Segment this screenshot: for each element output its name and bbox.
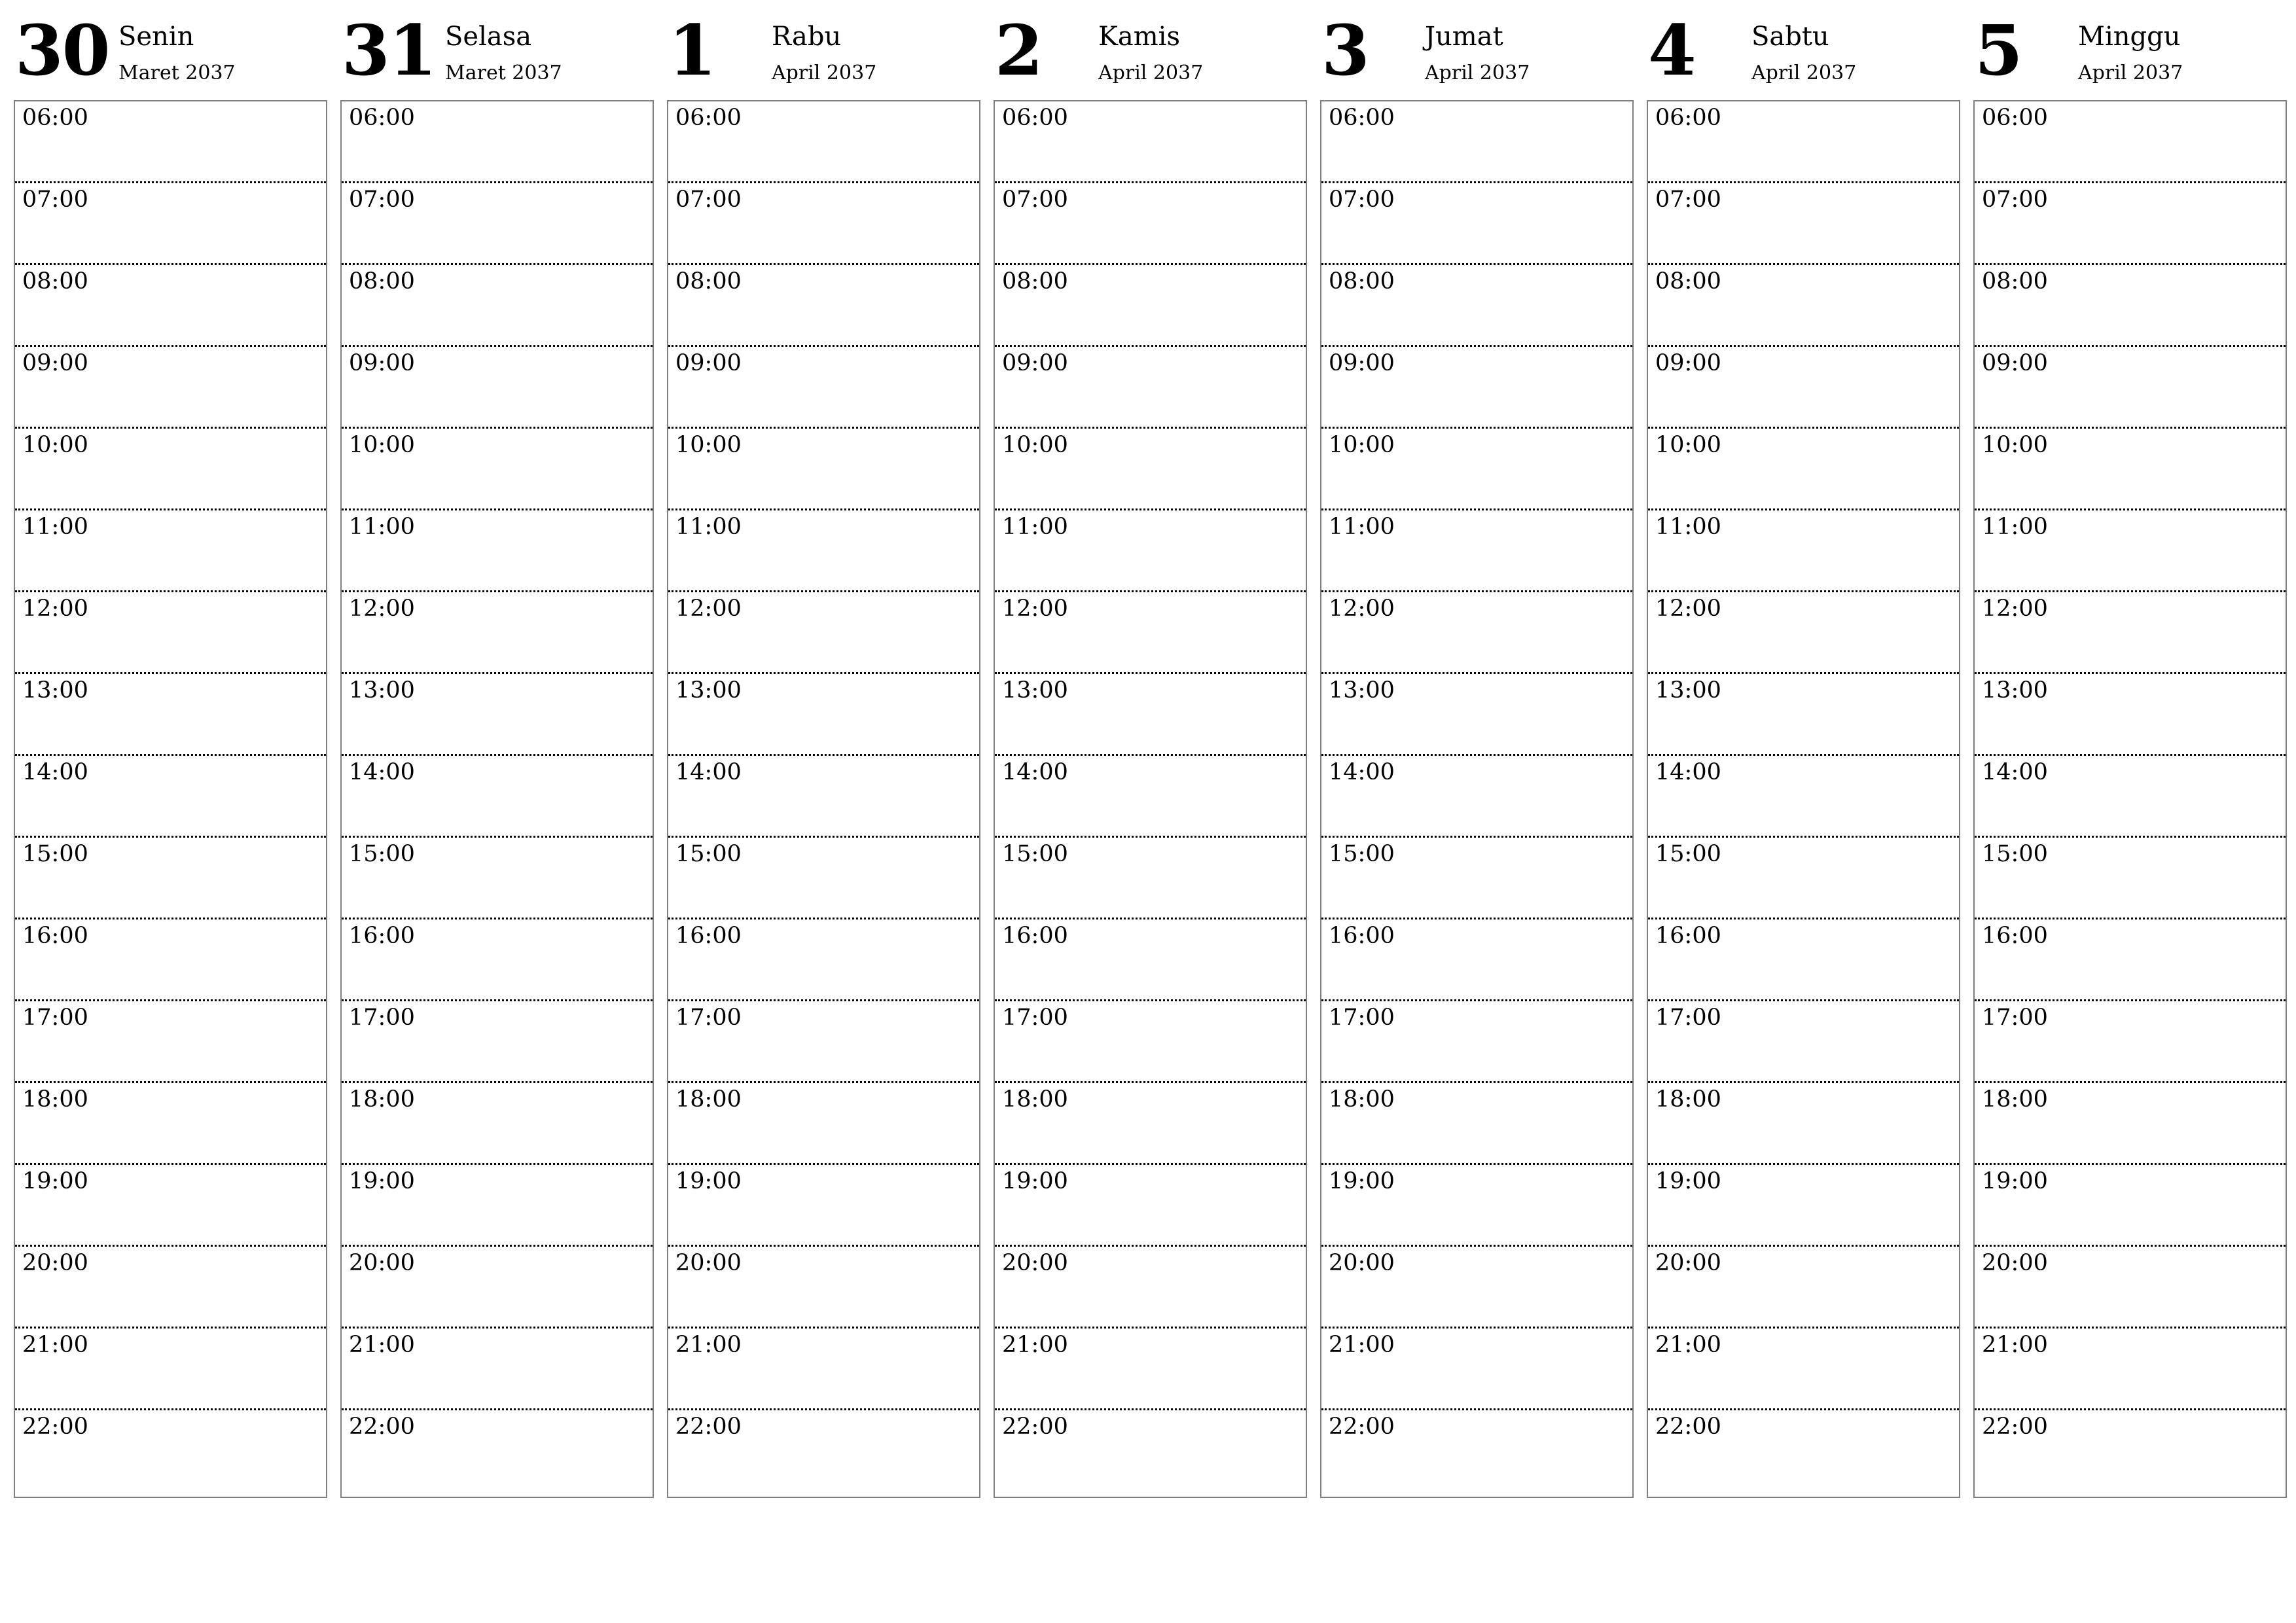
day-month-year: April 2037 — [1425, 62, 1530, 84]
hour-slot[interactable] — [1321, 265, 1632, 347]
day-column — [667, 0, 980, 1440]
day-number: 30 — [15, 9, 109, 91]
day-name: Kamis — [1098, 22, 1180, 52]
hour-label: 16:00 — [22, 923, 88, 949]
hour-label: 12:00 — [1982, 596, 2048, 622]
hour-label: 10:00 — [1655, 432, 1721, 458]
hour-label: 15:00 — [1002, 841, 1068, 867]
hour-slot[interactable] — [1321, 1165, 1632, 1247]
hour-label: 08:00 — [1655, 268, 1721, 294]
hour-label: 07:00 — [349, 187, 415, 213]
day-name: Rabu — [772, 22, 842, 52]
day-name: Sabtu — [1751, 22, 1829, 52]
hour-label: 09:00 — [1655, 350, 1721, 376]
hour-label: 19:00 — [1329, 1168, 1395, 1194]
hour-slot[interactable] — [995, 1165, 1306, 1247]
hour-slot[interactable] — [15, 265, 326, 347]
hour-slot[interactable] — [1648, 592, 1959, 674]
hour-slot[interactable] — [342, 838, 653, 919]
hour-slot[interactable] — [342, 756, 653, 838]
hour-slot[interactable] — [1648, 756, 1959, 838]
day-column — [14, 0, 327, 1440]
hour-slot[interactable] — [1321, 838, 1632, 919]
hour-slot[interactable] — [668, 838, 979, 919]
hour-label: 21:00 — [349, 1332, 415, 1358]
hour-label: 13:00 — [1655, 677, 1721, 704]
hour-slot[interactable] — [1975, 183, 2286, 265]
day-name: Senin — [118, 22, 194, 52]
hour-label: 18:00 — [1982, 1086, 2048, 1113]
hour-label: 10:00 — [22, 432, 88, 458]
hour-slot[interactable] — [668, 429, 979, 510]
hour-label: 09:00 — [675, 350, 742, 376]
hour-slot[interactable] — [1648, 429, 1959, 510]
hour-slot[interactable] — [1321, 183, 1632, 265]
hour-label: 14:00 — [675, 759, 742, 785]
hour-slot[interactable] — [995, 1083, 1306, 1165]
hour-label: 18:00 — [1002, 1086, 1068, 1113]
day-number: 1 — [668, 9, 715, 91]
hour-label: 10:00 — [1982, 432, 2048, 458]
day-month-year: April 2037 — [2078, 62, 2183, 84]
day-header — [994, 0, 1307, 100]
hour-slot[interactable] — [342, 674, 653, 756]
hour-label: 21:00 — [1655, 1332, 1721, 1358]
day-header — [1973, 0, 2287, 100]
hour-slot[interactable] — [342, 1165, 653, 1247]
day-number: 4 — [1648, 9, 1695, 91]
hour-label: 22:00 — [1329, 1414, 1395, 1440]
hour-slot[interactable] — [1975, 1083, 2286, 1165]
hour-slot[interactable] — [1648, 1001, 1959, 1083]
hour-slot[interactable] — [15, 1165, 326, 1247]
hour-slot[interactable] — [15, 183, 326, 265]
hour-label: 16:00 — [1655, 923, 1721, 949]
hour-label: 06:00 — [1982, 105, 2048, 131]
hour-slot[interactable] — [995, 429, 1306, 510]
hour-label: 11:00 — [349, 514, 415, 540]
hour-label: 17:00 — [675, 1005, 742, 1031]
hour-slot[interactable] — [1648, 919, 1959, 1001]
hour-slot[interactable] — [995, 1001, 1306, 1083]
hour-slot[interactable] — [1321, 347, 1632, 429]
hour-slot[interactable] — [1975, 838, 2286, 919]
hour-label: 22:00 — [1655, 1414, 1721, 1440]
hour-slot[interactable] — [668, 674, 979, 756]
hour-slot[interactable] — [342, 429, 653, 510]
hour-slot[interactable] — [1975, 265, 2286, 347]
hour-label: 07:00 — [22, 187, 88, 213]
hour-label: 11:00 — [675, 514, 742, 540]
hour-label: 19:00 — [1002, 1168, 1068, 1194]
hour-slot[interactable] — [1975, 592, 2286, 674]
day-month-year: Maret 2037 — [445, 62, 562, 84]
hour-slot[interactable] — [1975, 101, 2286, 183]
hour-label: 21:00 — [1002, 1332, 1068, 1358]
hour-label: 07:00 — [1002, 187, 1068, 213]
hour-slot[interactable] — [1321, 510, 1632, 592]
hour-label: 08:00 — [675, 268, 742, 294]
hour-label: 15:00 — [22, 841, 88, 867]
hour-slot[interactable] — [15, 1001, 326, 1083]
hour-slot[interactable] — [1321, 1083, 1632, 1165]
day-header — [667, 0, 980, 100]
hour-label: 11:00 — [1982, 514, 2048, 540]
hour-label: 09:00 — [1329, 350, 1395, 376]
hour-label: 06:00 — [675, 105, 742, 131]
hour-label: 17:00 — [1655, 1005, 1721, 1031]
hour-label: 17:00 — [1002, 1005, 1068, 1031]
hour-label: 17:00 — [1982, 1005, 2048, 1031]
hour-slot[interactable] — [1975, 510, 2286, 592]
hour-label: 08:00 — [1982, 268, 2048, 294]
hour-label: 18:00 — [349, 1086, 415, 1113]
day-schedule-box — [667, 100, 980, 1498]
day-column — [1647, 0, 1960, 1440]
hour-slot[interactable] — [995, 347, 1306, 429]
hour-label: 18:00 — [1329, 1086, 1395, 1113]
hour-slot[interactable] — [1975, 1001, 2286, 1083]
hour-label: 18:00 — [1655, 1086, 1721, 1113]
hour-label: 11:00 — [1655, 514, 1721, 540]
hour-slot[interactable] — [995, 756, 1306, 838]
hour-slot[interactable] — [1321, 756, 1632, 838]
hour-slot[interactable] — [1648, 838, 1959, 919]
hour-slot[interactable] — [342, 347, 653, 429]
hour-slot[interactable] — [15, 101, 326, 183]
hour-slot[interactable] — [668, 510, 979, 592]
day-month-year: April 2037 — [1751, 62, 1857, 84]
hour-label: 14:00 — [349, 759, 415, 785]
hour-slot[interactable] — [1975, 674, 2286, 756]
hour-slot[interactable] — [995, 1410, 1306, 1492]
hour-label: 19:00 — [349, 1168, 415, 1194]
hour-slot[interactable] — [668, 183, 979, 265]
hour-label: 19:00 — [1982, 1168, 2048, 1194]
hour-slot[interactable] — [15, 1410, 326, 1492]
hour-slot[interactable] — [1648, 265, 1959, 347]
hour-label: 06:00 — [349, 105, 415, 131]
hour-slot[interactable] — [1321, 1410, 1632, 1492]
hour-slot[interactable] — [1975, 1165, 2286, 1247]
day-schedule-box — [1647, 100, 1960, 1498]
hour-label: 17:00 — [22, 1005, 88, 1031]
hour-label: 22:00 — [1982, 1414, 2048, 1440]
hour-label: 20:00 — [675, 1250, 742, 1276]
hour-label: 16:00 — [1982, 923, 2048, 949]
hour-slot[interactable] — [668, 1247, 979, 1329]
hour-slot[interactable] — [1648, 510, 1959, 592]
hour-label: 20:00 — [1982, 1250, 2048, 1276]
hour-slot[interactable] — [995, 101, 1306, 183]
hour-slot[interactable] — [668, 756, 979, 838]
day-number: 5 — [1975, 9, 2022, 91]
hour-label: 12:00 — [1002, 596, 1068, 622]
day-schedule-box — [340, 100, 654, 1498]
hour-label: 15:00 — [1982, 841, 2048, 867]
hour-label: 07:00 — [1655, 187, 1721, 213]
hour-slot[interactable] — [15, 919, 326, 1001]
hour-slot[interactable] — [342, 919, 653, 1001]
hour-slot[interactable] — [1975, 1410, 2286, 1492]
hour-slot[interactable] — [342, 101, 653, 183]
day-header — [14, 0, 327, 100]
day-number: 3 — [1321, 9, 1369, 91]
hour-label: 10:00 — [349, 432, 415, 458]
hour-label: 11:00 — [1002, 514, 1068, 540]
day-schedule-box — [994, 100, 1307, 1498]
hour-label: 12:00 — [1655, 596, 1721, 622]
hour-slot[interactable] — [342, 592, 653, 674]
hour-slot[interactable] — [668, 592, 979, 674]
day-month-year: April 2037 — [772, 62, 877, 84]
hour-slot[interactable] — [1648, 1329, 1959, 1410]
hour-slot[interactable] — [995, 674, 1306, 756]
hour-slot[interactable] — [15, 838, 326, 919]
hour-slot[interactable] — [342, 1001, 653, 1083]
hour-label: 18:00 — [675, 1086, 742, 1113]
hour-label: 06:00 — [1329, 105, 1395, 131]
hour-label: 11:00 — [1329, 514, 1395, 540]
hour-label: 10:00 — [1329, 432, 1395, 458]
hour-label: 10:00 — [675, 432, 742, 458]
hour-label: 18:00 — [22, 1086, 88, 1113]
hour-label: 09:00 — [22, 350, 88, 376]
hour-label: 21:00 — [22, 1332, 88, 1358]
day-name: Minggu — [2078, 22, 2181, 52]
hour-label: 06:00 — [1655, 105, 1721, 131]
hour-label: 19:00 — [675, 1168, 742, 1194]
hour-slot[interactable] — [1321, 1001, 1632, 1083]
hour-label: 17:00 — [1329, 1005, 1395, 1031]
hour-label: 16:00 — [675, 923, 742, 949]
hour-slot[interactable] — [1975, 919, 2286, 1001]
hour-slot[interactable] — [1648, 1410, 1959, 1492]
hour-label: 08:00 — [349, 268, 415, 294]
day-number: 31 — [342, 9, 436, 91]
hour-slot[interactable] — [342, 265, 653, 347]
hour-slot[interactable] — [995, 592, 1306, 674]
hour-slot[interactable] — [995, 265, 1306, 347]
hour-slot[interactable] — [15, 756, 326, 838]
hour-slot[interactable] — [1321, 1329, 1632, 1410]
day-name: Selasa — [445, 22, 532, 52]
hour-label: 13:00 — [675, 677, 742, 704]
hour-slot[interactable] — [1648, 1165, 1959, 1247]
day-header — [1647, 0, 1960, 100]
hour-slot[interactable] — [668, 1410, 979, 1492]
hour-slot[interactable] — [1648, 1247, 1959, 1329]
hour-slot[interactable] — [15, 592, 326, 674]
hour-label: 14:00 — [1329, 759, 1395, 785]
hour-label: 14:00 — [1002, 759, 1068, 785]
hour-slot[interactable] — [1321, 592, 1632, 674]
day-number: 2 — [995, 9, 1042, 91]
hour-label: 09:00 — [1982, 350, 2048, 376]
hour-label: 16:00 — [1329, 923, 1395, 949]
hour-slot[interactable] — [1648, 1083, 1959, 1165]
hour-slot[interactable] — [15, 674, 326, 756]
hour-label: 13:00 — [1982, 677, 2048, 704]
hour-slot[interactable] — [342, 1083, 653, 1165]
hour-slot[interactable] — [1975, 347, 2286, 429]
day-column — [340, 0, 654, 1440]
hour-label: 12:00 — [675, 596, 742, 622]
hour-slot[interactable] — [342, 1410, 653, 1492]
hour-label: 20:00 — [22, 1250, 88, 1276]
hour-slot[interactable] — [995, 1247, 1306, 1329]
hour-label: 21:00 — [1329, 1332, 1395, 1358]
day-schedule-box — [1320, 100, 1634, 1498]
hour-slot[interactable] — [668, 1083, 979, 1165]
hour-label: 07:00 — [675, 187, 742, 213]
hour-label: 20:00 — [1329, 1250, 1395, 1276]
day-column — [1973, 0, 2287, 1440]
hour-slot[interactable] — [1321, 674, 1632, 756]
hour-slot[interactable] — [1321, 101, 1632, 183]
hour-label: 13:00 — [1002, 677, 1068, 704]
hour-label: 13:00 — [349, 677, 415, 704]
day-month-year: April 2037 — [1098, 62, 1204, 84]
day-schedule-box — [1973, 100, 2287, 1498]
hour-slot[interactable] — [1648, 183, 1959, 265]
hour-label: 14:00 — [1982, 759, 2048, 785]
hour-slot[interactable] — [342, 1247, 653, 1329]
hour-label: 12:00 — [22, 596, 88, 622]
hour-slot[interactable] — [1648, 674, 1959, 756]
hour-slot[interactable] — [15, 1329, 326, 1410]
hour-label: 07:00 — [1329, 187, 1395, 213]
hour-slot[interactable] — [995, 1329, 1306, 1410]
hour-label: 13:00 — [22, 677, 88, 704]
hour-label: 07:00 — [1982, 187, 2048, 213]
hour-slot[interactable] — [995, 183, 1306, 265]
hour-label: 08:00 — [1329, 268, 1395, 294]
hour-label: 15:00 — [1655, 841, 1721, 867]
hour-label: 13:00 — [1329, 677, 1395, 704]
hour-slot[interactable] — [15, 1083, 326, 1165]
hour-slot[interactable] — [1648, 347, 1959, 429]
hour-slot[interactable] — [1975, 1329, 2286, 1410]
hour-slot[interactable] — [995, 510, 1306, 592]
hour-slot[interactable] — [15, 510, 326, 592]
hour-slot[interactable] — [1975, 429, 2286, 510]
hour-label: 06:00 — [22, 105, 88, 131]
hour-label: 21:00 — [1982, 1332, 2048, 1358]
hour-label: 15:00 — [1329, 841, 1395, 867]
hour-label: 08:00 — [22, 268, 88, 294]
hour-slot[interactable] — [15, 429, 326, 510]
hour-slot[interactable] — [668, 1329, 979, 1410]
hour-label: 15:00 — [349, 841, 415, 867]
hour-label: 14:00 — [1655, 759, 1721, 785]
hour-label: 19:00 — [22, 1168, 88, 1194]
hour-slot[interactable] — [15, 347, 326, 429]
hour-slot[interactable] — [342, 183, 653, 265]
hour-label: 20:00 — [349, 1250, 415, 1276]
hour-label: 10:00 — [1002, 432, 1068, 458]
hour-label: 22:00 — [22, 1414, 88, 1440]
hour-slot[interactable] — [1975, 1247, 2286, 1329]
hour-label: 20:00 — [1002, 1250, 1068, 1276]
hour-slot[interactable] — [668, 919, 979, 1001]
hour-label: 20:00 — [1655, 1250, 1721, 1276]
hour-label: 22:00 — [1002, 1414, 1068, 1440]
hour-label: 12:00 — [349, 596, 415, 622]
day-column — [1320, 0, 1634, 1440]
hour-slot[interactable] — [342, 1329, 653, 1410]
day-column — [994, 0, 1307, 1440]
hour-slot[interactable] — [995, 919, 1306, 1001]
hour-slot[interactable] — [668, 101, 979, 183]
hour-label: 22:00 — [675, 1414, 742, 1440]
hour-label: 12:00 — [1329, 596, 1395, 622]
hour-slot[interactable] — [1321, 1247, 1632, 1329]
hour-slot[interactable] — [342, 510, 653, 592]
day-schedule-box — [14, 100, 327, 1498]
hour-slot[interactable] — [668, 347, 979, 429]
hour-label: 22:00 — [349, 1414, 415, 1440]
hour-label: 17:00 — [349, 1005, 415, 1031]
hour-slot[interactable] — [1321, 919, 1632, 1001]
hour-slot[interactable] — [1648, 101, 1959, 183]
hour-label: 16:00 — [349, 923, 415, 949]
hour-label: 08:00 — [1002, 268, 1068, 294]
hour-label: 19:00 — [1655, 1168, 1721, 1194]
hour-slot[interactable] — [15, 1247, 326, 1329]
hour-slot[interactable] — [995, 838, 1306, 919]
hour-slot[interactable] — [668, 1001, 979, 1083]
hour-label: 11:00 — [22, 514, 88, 540]
hour-label: 06:00 — [1002, 105, 1068, 131]
hour-label: 16:00 — [1002, 923, 1068, 949]
day-name: Jumat — [1425, 22, 1503, 52]
hour-slot[interactable] — [1321, 429, 1632, 510]
hour-label: 15:00 — [675, 841, 742, 867]
hour-slot[interactable] — [668, 1165, 979, 1247]
hour-label: 09:00 — [1002, 350, 1068, 376]
day-month-year: Maret 2037 — [118, 62, 236, 84]
day-header — [1320, 0, 1634, 100]
hour-slot[interactable] — [1975, 756, 2286, 838]
hour-slot[interactable] — [668, 265, 979, 347]
day-header — [340, 0, 654, 100]
hour-label: 09:00 — [349, 350, 415, 376]
hour-label: 21:00 — [675, 1332, 742, 1358]
hour-label: 14:00 — [22, 759, 88, 785]
